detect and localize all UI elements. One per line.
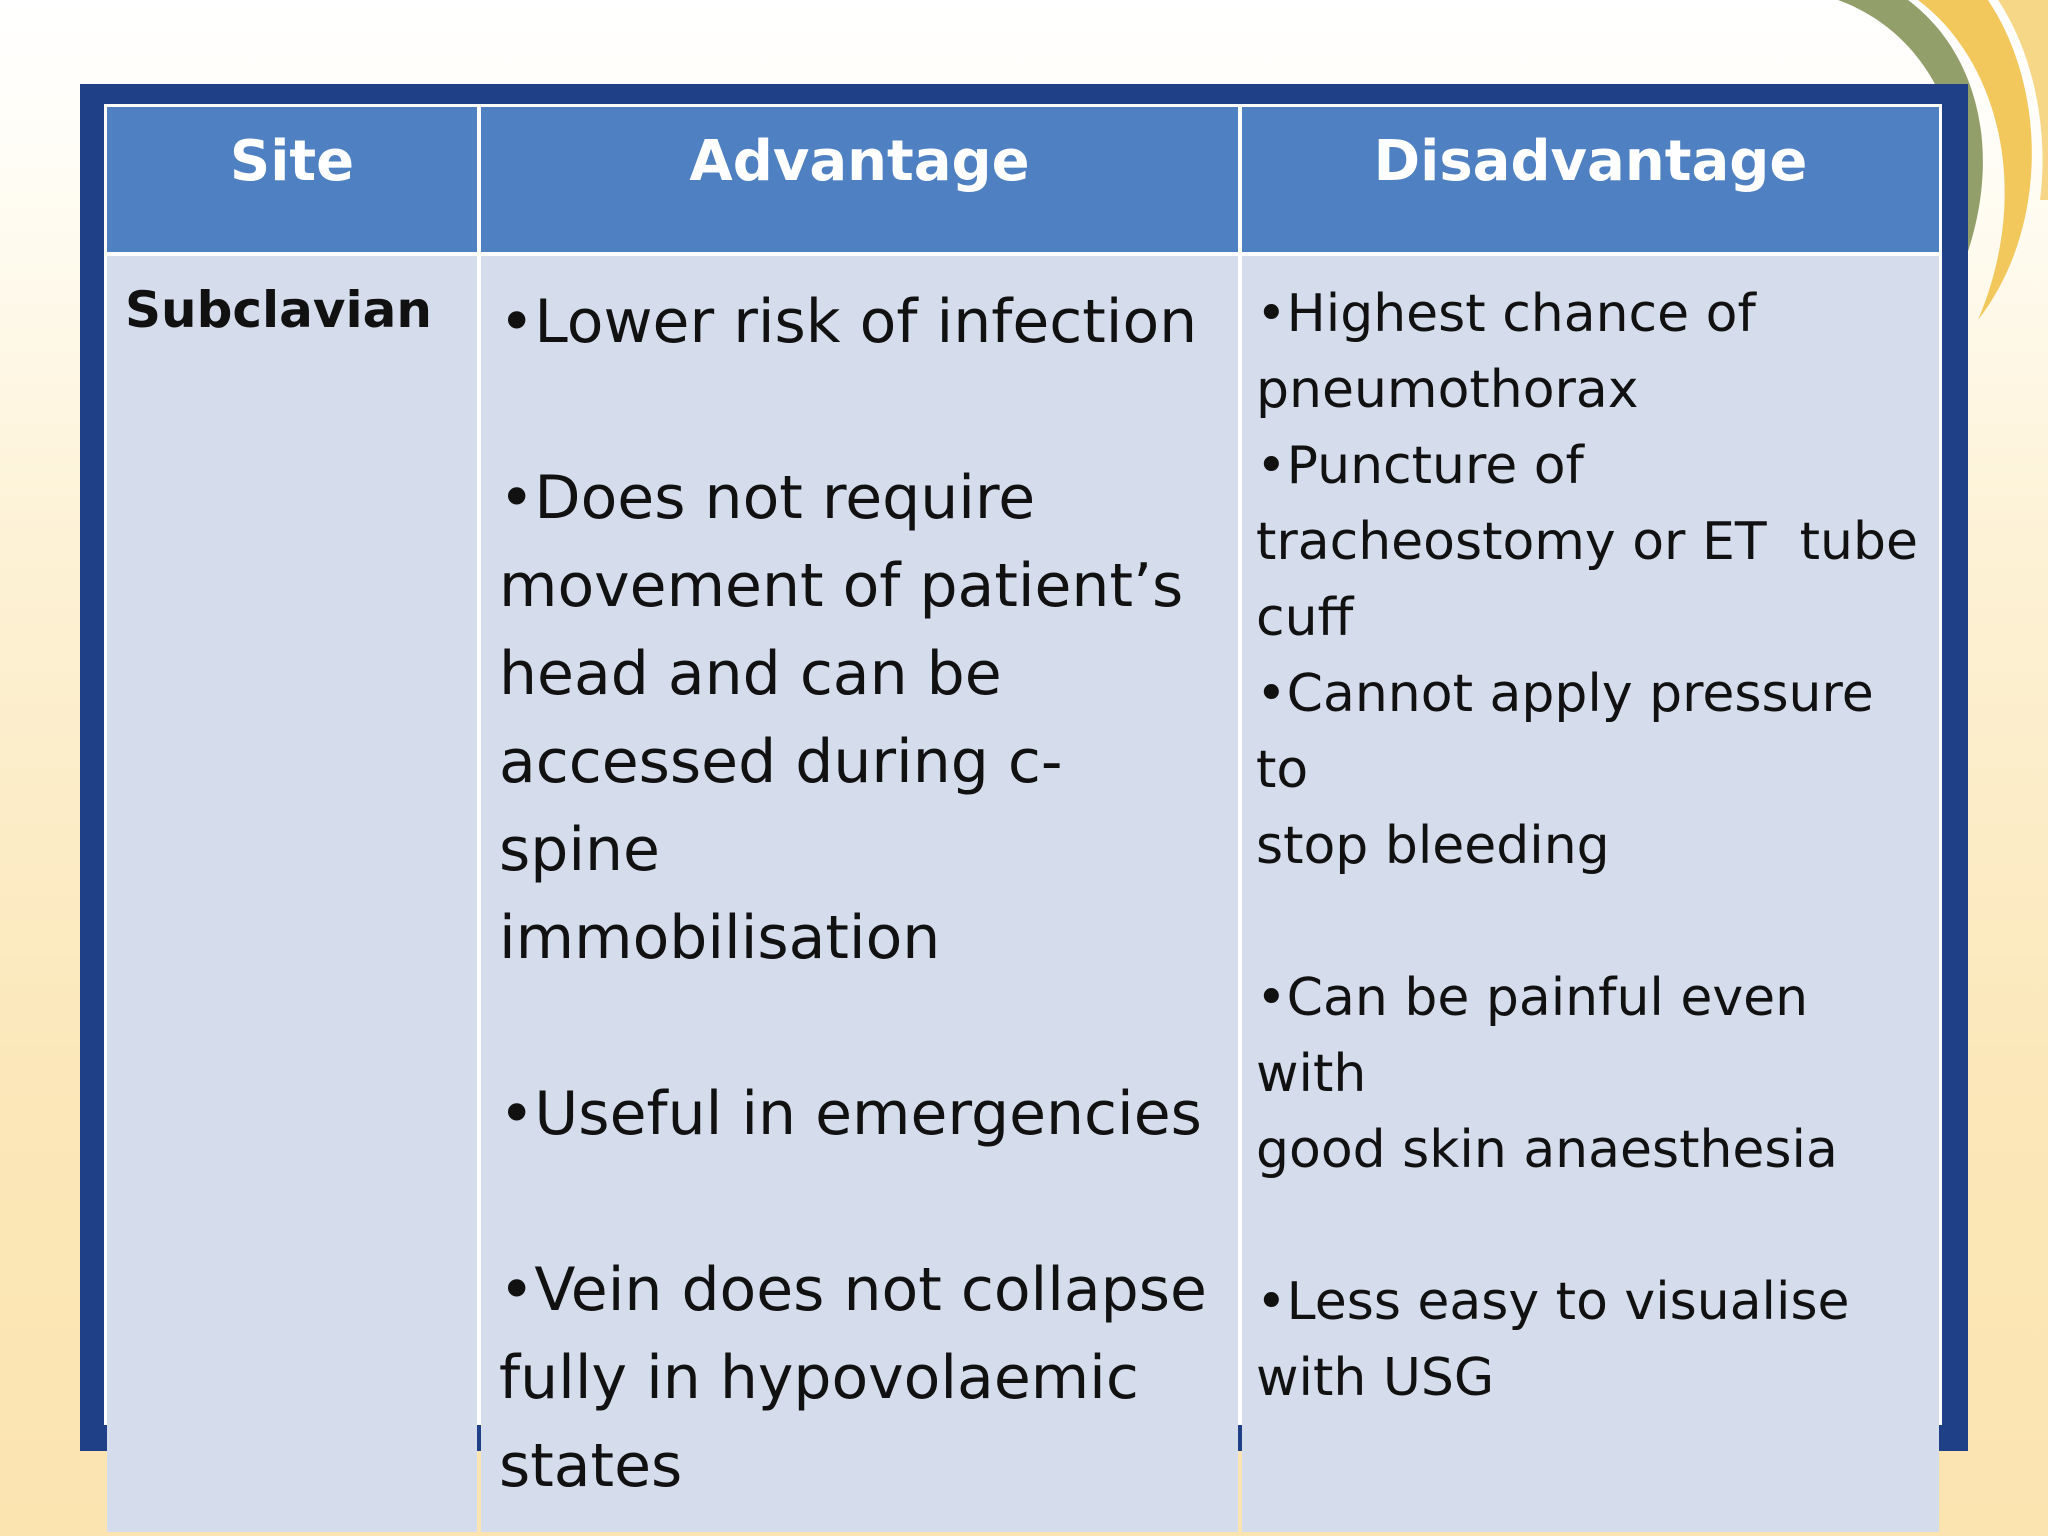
advantage-item: •Lower risk of infection — [499, 287, 1198, 357]
header-disadvantage: Disadvantage — [1242, 107, 1939, 252]
disadvantage-item: •Puncture of tracheostomy or ET tube cuff — [1256, 436, 1918, 648]
advantage-item: •Useful in emergencies — [499, 1079, 1202, 1149]
header-advantage: Advantage — [481, 107, 1238, 252]
cell-site: Subclavian — [107, 256, 477, 1532]
disadvantage-item: •Cannot apply pressure to stop bleeding — [1256, 664, 1874, 876]
cell-advantages — [481, 256, 1238, 1532]
disadvantage-item: •Can be painful even with good skin anaesthesia — [1256, 968, 1838, 1180]
comparison-table — [80, 84, 1968, 1501]
disadvantage-item: •Highest chance of pneumothorax — [1256, 284, 1756, 420]
header-site: Site — [107, 107, 477, 252]
disadvantage-item: •Less easy to visualise with USG — [1256, 1272, 1850, 1408]
advantage-item: •Vein does not collapse fully in hypovolaemic states — [499, 1255, 1207, 1501]
advantage-item: •Does not require movement of patient’s head and can be accessed during c-spine immobilisation — [499, 463, 1184, 973]
table-grid — [104, 104, 1942, 1501]
cell-disadvantages — [1242, 256, 1939, 1532]
